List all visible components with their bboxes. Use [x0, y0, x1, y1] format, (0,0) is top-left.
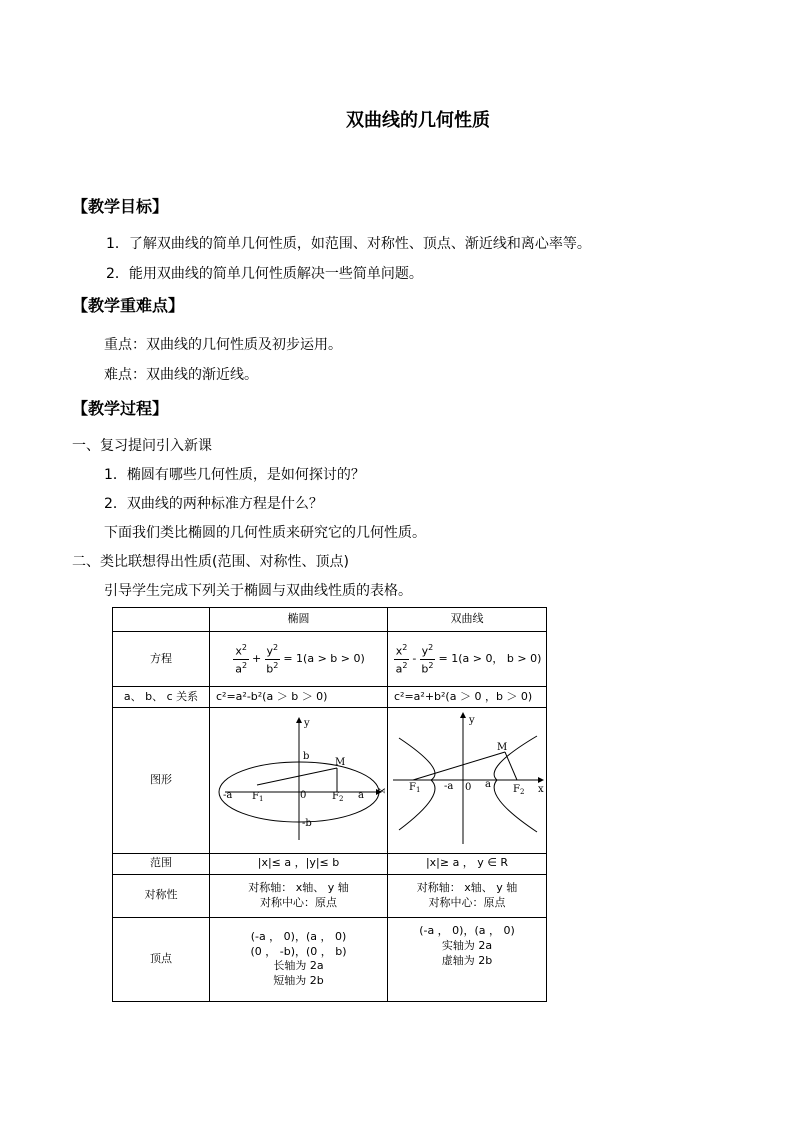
header-hyperbola: 双曲线	[388, 608, 547, 632]
ellipse-figure	[210, 708, 388, 854]
label-vertex: 顶点	[113, 917, 210, 1001]
hyperbola-diagram	[389, 708, 546, 848]
goal-item-2: 2．能用双曲线的简单几何性质解决一些简单问题。	[106, 266, 423, 282]
keypoints-heading: 【教学重难点】	[72, 296, 185, 315]
properties-table	[112, 607, 547, 1002]
label-range: 范围	[113, 853, 210, 874]
page-title: 双曲线的几何性质	[346, 110, 490, 131]
focal-radius	[257, 768, 337, 785]
label-abc: a、 b、 c 关系	[113, 687, 210, 708]
hyperbola-vertex: (-a ， 0)，(a ， 0) 实轴为 2a 虚轴为 2b	[388, 917, 547, 1001]
focal-radius-1	[413, 752, 505, 780]
table-row	[113, 853, 547, 874]
process-heading: 【教学过程】	[72, 399, 169, 418]
table-row	[113, 632, 547, 687]
svg-text:-a: -a	[443, 781, 453, 792]
ellipse-abc: c²=a²-b²(a ＞ b ＞ 0)	[210, 687, 388, 708]
svg-text:a: a	[484, 779, 491, 790]
svg-text:1: 1	[258, 795, 263, 803]
hyperbola-symmetry: 对称轴： x轴、 y 轴 对称中心：原点	[388, 874, 547, 917]
focal-radius-2	[505, 752, 517, 780]
label-figure: 图形	[113, 708, 210, 854]
header-blank	[113, 608, 210, 632]
ellipse-symmetry: 对称轴： x轴、 y 轴 对称中心：原点	[210, 874, 388, 917]
svg-text:-b: -b	[301, 818, 312, 829]
svg-text:F: F	[251, 791, 259, 802]
hyperbola-figure	[388, 708, 547, 854]
table-row	[113, 608, 547, 632]
ellipse-diagram	[211, 708, 387, 848]
svg-text:0: 0	[464, 782, 471, 793]
svg-text:M: M	[334, 757, 345, 768]
ellipse-vertex: (-a ， 0)，(a ， 0) (0 ， -b)，(0 ， b) 长轴为 2a 短轴为 2b	[210, 917, 388, 1001]
header-ellipse: 椭圆	[210, 608, 388, 632]
table-row	[113, 917, 547, 1001]
ellipse-equation: $\frac{x^2}{a^2}$ + $\frac{y^2}{b^2}$ = 1(a > b > 0)	[210, 632, 388, 687]
part2-heading: 二、类比联想得出性质(范围、对称性、顶点)	[72, 554, 349, 570]
hyperbola-abc: c²=a²+b²(a ＞ 0 ，b ＞ 0)	[388, 687, 547, 708]
svg-text:y: y	[303, 718, 310, 729]
svg-text:b: b	[302, 751, 309, 762]
part1-heading: 一、复习提问引入新课	[72, 438, 212, 454]
part1-item-1: 1．椭圆有哪些几何性质，是如何探讨的？	[104, 467, 365, 483]
part1-closing: 下面我们类比椭圆的几何性质来研究它的几何性质。	[104, 525, 426, 541]
svg-text:M: M	[496, 742, 507, 753]
hyperbola-equation: $\frac{x^2}{a^2}$ - $\frac{y^2}{b^2}$ = 1(a > 0， b > 0)	[388, 632, 547, 687]
table-row	[113, 687, 547, 708]
svg-text:-a: -a	[222, 790, 232, 801]
table-row	[113, 874, 547, 917]
label-equation: 方程	[113, 632, 210, 687]
hyperbola-left-branch	[399, 738, 435, 830]
goal-item-1: 1．了解双曲线的简单几何性质，如范围、对称性、顶点、渐近线和离心率等。	[106, 236, 591, 252]
svg-text:F: F	[512, 784, 520, 795]
svg-text:x: x	[537, 784, 544, 795]
goals-heading: 【教学目标】	[72, 197, 169, 216]
hyperbola-range: |x|≥ a ， y ∈ R	[388, 853, 547, 874]
svg-text:0: 0	[299, 790, 306, 801]
label-symmetry: 对称性	[113, 874, 210, 917]
svg-text:F: F	[408, 782, 416, 793]
keypoint-difficulty: 难点：双曲线的渐近线。	[104, 367, 258, 383]
svg-text:y: y	[468, 715, 475, 726]
svg-text:2: 2	[338, 795, 343, 803]
svg-text:x: x	[375, 788, 387, 794]
table-row	[113, 708, 547, 854]
part1-item-2: 2．双曲线的两种标准方程是什么？	[104, 496, 323, 512]
keypoint-focus: 重点：双曲线的几何性质及初步运用。	[104, 337, 342, 353]
ellipse-range: |x|≤ a ，|y|≤ b	[210, 853, 388, 874]
part2-intro: 引导学生完成下列关于椭圆与双曲线性质的表格。	[104, 583, 412, 599]
svg-text:1: 1	[415, 786, 420, 794]
svg-text:2: 2	[519, 788, 524, 796]
svg-text:F: F	[331, 791, 339, 802]
svg-text:a: a	[357, 790, 364, 801]
